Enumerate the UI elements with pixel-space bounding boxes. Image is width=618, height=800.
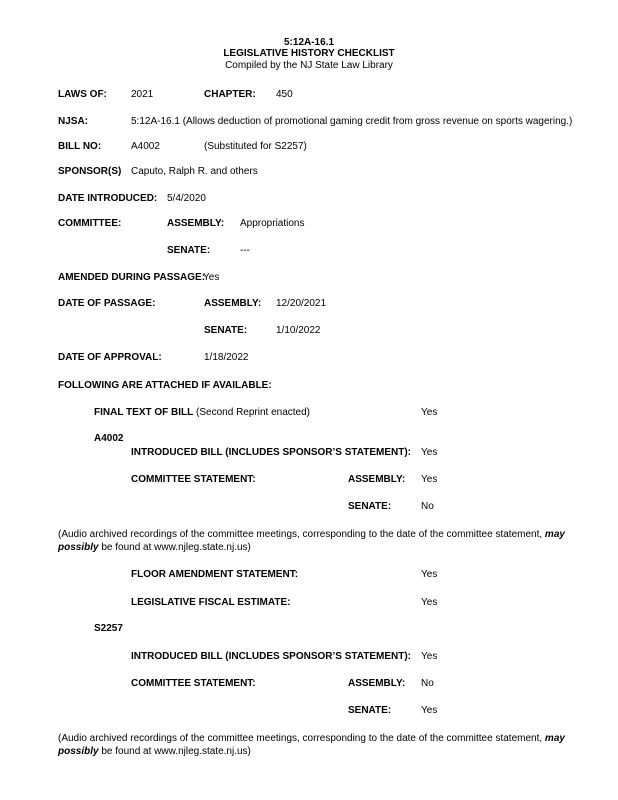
s2257-committee-label: COMMITTEE STATEMENT: (131, 678, 256, 689)
audio-note-s2257 (58, 732, 588, 758)
date-introduced-label: DATE INTRODUCED: (58, 193, 158, 204)
audio-note-url-text: be found at www.njleg.state.nj.us) (98, 746, 251, 757)
laws-of-label: LAWS OF: (58, 89, 107, 100)
date-of-approval-value: 1/18/2022 (204, 352, 249, 363)
floor-amendment-label: FLOOR AMENDMENT STATEMENT: (131, 569, 299, 580)
audio-note-text: (Audio archived recordings of the committee meetings, corresponding to the date of the committee statement, (58, 529, 545, 540)
audio-note-emphasis: may possibly (58, 529, 565, 553)
fiscal-estimate-value: Yes (421, 597, 438, 608)
a4002-heading: A4002 (94, 433, 124, 444)
njsa-label: NJSA: (58, 116, 89, 127)
audio-note-url-text: be found at www.njleg.state.nj.us) (98, 542, 251, 553)
a4002-assembly-value: Yes (421, 474, 438, 485)
bill-no-label: BILL NO: (58, 141, 102, 152)
passage-assembly-label: ASSEMBLY: (204, 298, 262, 309)
audio-note (58, 528, 588, 554)
a4002-introduced-value: Yes (421, 447, 438, 458)
final-text-value: Yes (421, 407, 438, 418)
njsa-value: 5:12A-16.1 (Allows deduction of promotional gaming credit from gross revenue on sports wagering.) (131, 116, 573, 127)
amended-label: AMENDED DURING PASSAGE: (58, 272, 206, 283)
sponsors-label: SPONSOR(S) (58, 166, 122, 177)
date-of-passage-label: DATE OF PASSAGE: (58, 298, 156, 309)
committee-assembly-value: Appropriations (240, 218, 305, 229)
passage-assembly-value: 12/20/2021 (276, 298, 327, 309)
document-code: 5:12A-16.1 (283, 37, 335, 48)
s2257-senate-label: SENATE: (348, 705, 392, 716)
committee-senate-label: SENATE: (167, 245, 211, 256)
final-text-label: FINAL TEXT OF BILL (94, 407, 194, 418)
bill-no-value: A4002 (131, 141, 160, 152)
passage-senate-label: SENATE: (204, 325, 248, 336)
s2257-assembly-label: ASSEMBLY: (348, 678, 406, 689)
final-text-row (94, 407, 310, 418)
a4002-assembly-label: ASSEMBLY: (348, 474, 406, 485)
document-title: LEGISLATIVE HISTORY CHECKLIST (223, 48, 395, 59)
s2257-assembly-value: No (421, 678, 434, 689)
s2257-introduced-value: Yes (421, 651, 438, 662)
date-of-approval-label: DATE OF APPROVAL: (58, 352, 162, 363)
s2257-introduced-label: INTRODUCED BILL (INCLUDES SPONSOR’S STATEMENT): (131, 651, 411, 662)
committee-label: COMMITTEE: (58, 218, 122, 229)
fiscal-estimate-label: LEGISLATIVE FISCAL ESTIMATE: (131, 597, 291, 608)
committee-senate-value: --- (240, 245, 250, 256)
s2257-senate-value: Yes (421, 705, 438, 716)
attached-heading: FOLLOWING ARE ATTACHED IF AVAILABLE: (58, 380, 272, 391)
date-introduced-value: 5/4/2020 (167, 193, 206, 204)
a4002-introduced-label: INTRODUCED BILL (INCLUDES SPONSOR’S STATEMENT): (131, 447, 411, 458)
a4002-committee-label: COMMITTEE STATEMENT: (131, 474, 256, 485)
amended-value: Yes (203, 272, 220, 283)
a4002-senate-label: SENATE: (348, 501, 392, 512)
audio-note-text: (Audio archived recordings of the committee meetings, corresponding to the date of the committee statement, (58, 733, 545, 744)
s2257-heading: S2257 (94, 623, 123, 634)
laws-of-value: 2021 (131, 89, 154, 100)
final-text-note: (Second Reprint enacted) (193, 407, 310, 418)
passage-senate-value: 1/10/2022 (276, 325, 321, 336)
chapter-label: CHAPTER: (204, 89, 256, 100)
a4002-senate-value: No (421, 501, 434, 512)
sponsors-value: Caputo, Ralph R. and others (131, 166, 258, 177)
committee-assembly-label: ASSEMBLY: (167, 218, 225, 229)
floor-amendment-value: Yes (421, 569, 438, 580)
compiled-by: Compiled by the NJ State Law Library (225, 60, 393, 71)
chapter-value: 450 (276, 89, 293, 100)
audio-note-emphasis: may possibly (58, 733, 565, 757)
substituted-for: (Substituted for S2257) (204, 141, 307, 152)
